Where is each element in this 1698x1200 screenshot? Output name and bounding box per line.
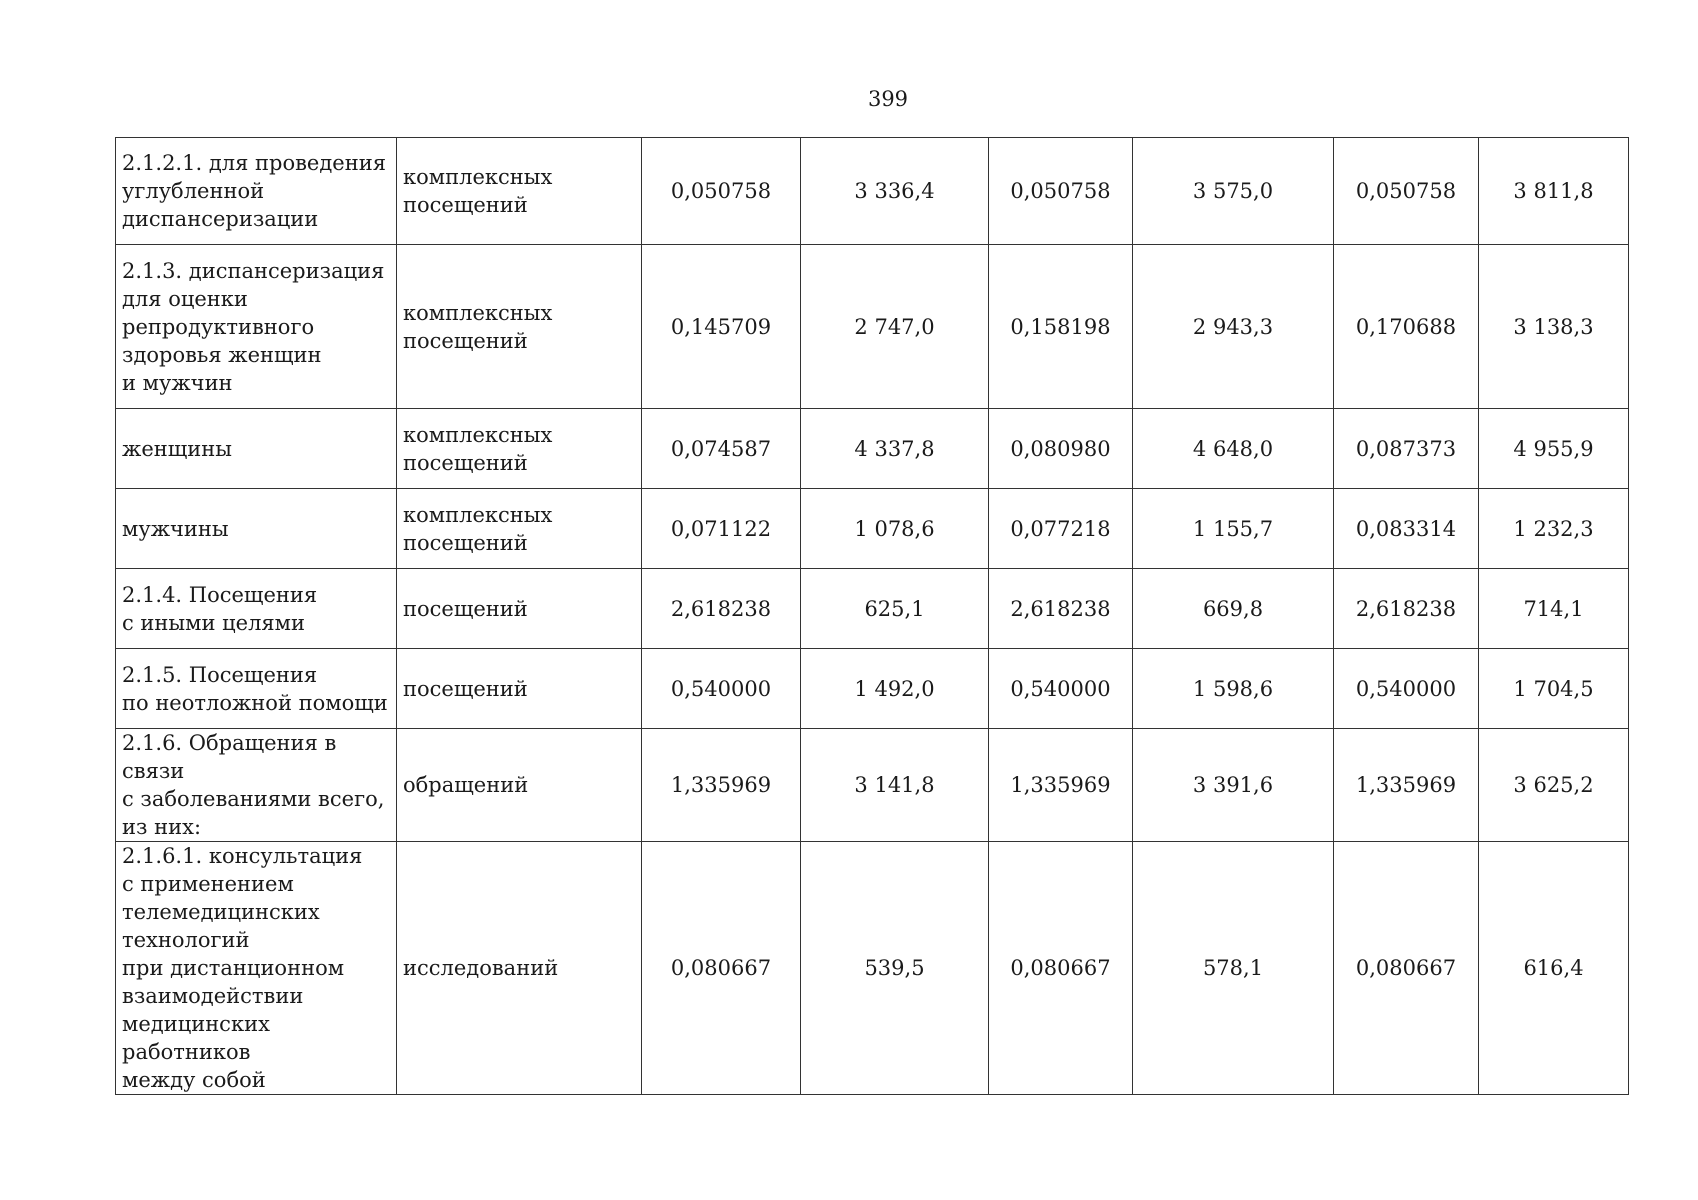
value-cell: 1,335969 [1334,729,1479,842]
value-cell: 2,618238 [989,569,1133,649]
value-cell: 4 337,8 [801,409,989,489]
value-cell: 3 138,3 [1479,245,1629,409]
value-cell: 625,1 [801,569,989,649]
row-name-cell [116,649,397,729]
unit-cell [397,245,642,409]
value-cell: 2,618238 [1334,569,1479,649]
data-table [115,137,1629,1095]
value-cell: 1 704,5 [1479,649,1629,729]
value-cell: 0,074587 [642,409,801,489]
row-name-cell [116,409,397,489]
row-name: женщины [122,436,232,461]
value-cell: 0,145709 [642,245,801,409]
value-cell: 3 336,4 [801,138,989,245]
value-cell: 539,5 [801,842,989,1095]
value-cell: 2 747,0 [801,245,989,409]
value-cell: 3 811,8 [1479,138,1629,245]
unit-cell [397,489,642,569]
value-cell: 3 391,6 [1133,729,1334,842]
unit-label: комплексных посещений [403,502,553,555]
row-name-cell [116,569,397,649]
unit-label: посещений [403,676,528,701]
value-cell: 3 625,2 [1479,729,1629,842]
unit-label: комплексных посещений [403,300,553,353]
value-cell: 0,080667 [1334,842,1479,1095]
unit-cell [397,842,642,1095]
value-cell: 4 648,0 [1133,409,1334,489]
row-name-cell [116,489,397,569]
value-cell: 0,077218 [989,489,1133,569]
value-cell: 1,335969 [989,729,1133,842]
value-cell: 0,080667 [642,842,801,1095]
value-cell: 0,080667 [989,842,1133,1095]
table-row [116,842,1629,1095]
unit-cell [397,729,642,842]
value-cell: 1 078,6 [801,489,989,569]
row-name-cell [116,729,397,842]
value-cell: 0,050758 [642,138,801,245]
row-name-cell [116,842,397,1095]
unit-label: исследований [403,956,559,980]
table-row [116,729,1629,842]
table-row [116,409,1629,489]
value-cell: 669,8 [1133,569,1334,649]
row-name: 2.1.6. Обращения в связи с заболеваниями всего, из них: [122,731,385,839]
row-name: мужчины [122,516,229,541]
value-cell: 714,1 [1479,569,1629,649]
table-row [116,245,1629,409]
value-cell: 1 492,0 [801,649,989,729]
value-cell: 1 598,6 [1133,649,1334,729]
value-cell: 0,071122 [642,489,801,569]
row-name: 2.1.2.1. для проведения углубленной диспансеризации [122,151,386,231]
table-row [116,649,1629,729]
row-name: 2.1.3. диспансеризация для оценки репродуктивного здоровья женщин и мужчин [122,258,385,395]
unit-label: посещений [403,596,528,621]
value-cell: 578,1 [1133,842,1334,1095]
value-cell: 0,050758 [1334,138,1479,245]
unit-cell [397,409,642,489]
value-cell: 2,618238 [642,569,801,649]
unit-label: обращений [403,773,529,797]
row-name: 2.1.5. Посещения по неотложной помощи [122,662,388,715]
row-name: 2.1.6.1. консультация с применением телемедицинских технологий при дистанционном взаимодействии медицинских работников между собой [122,844,363,1092]
table-row [116,138,1629,245]
value-cell: 0,540000 [1334,649,1479,729]
row-name: 2.1.4. Посещения с иными целями [122,582,318,635]
unit-cell [397,649,642,729]
page-number: 399 [867,87,909,111]
value-cell: 0,050758 [989,138,1133,245]
value-cell: 0,540000 [989,649,1133,729]
value-cell: 1 155,7 [1133,489,1334,569]
value-cell: 1,335969 [642,729,801,842]
value-cell: 0,083314 [1334,489,1479,569]
value-cell: 0,540000 [642,649,801,729]
value-cell: 616,4 [1479,842,1629,1095]
value-cell: 0,080980 [989,409,1133,489]
table-row [116,569,1629,649]
unit-label: комплексных посещений [403,165,553,217]
unit-cell [397,569,642,649]
row-name-cell [116,138,397,245]
unit-cell [397,138,642,245]
unit-label: комплексных посещений [403,422,553,475]
value-cell: 0,170688 [1334,245,1479,409]
value-cell: 3 575,0 [1133,138,1334,245]
value-cell: 1 232,3 [1479,489,1629,569]
value-cell: 2 943,3 [1133,245,1334,409]
value-cell: 0,158198 [989,245,1133,409]
table-row [116,489,1629,569]
value-cell: 3 141,8 [801,729,989,842]
value-cell: 0,087373 [1334,409,1479,489]
value-cell: 4 955,9 [1479,409,1629,489]
row-name-cell [116,245,397,409]
